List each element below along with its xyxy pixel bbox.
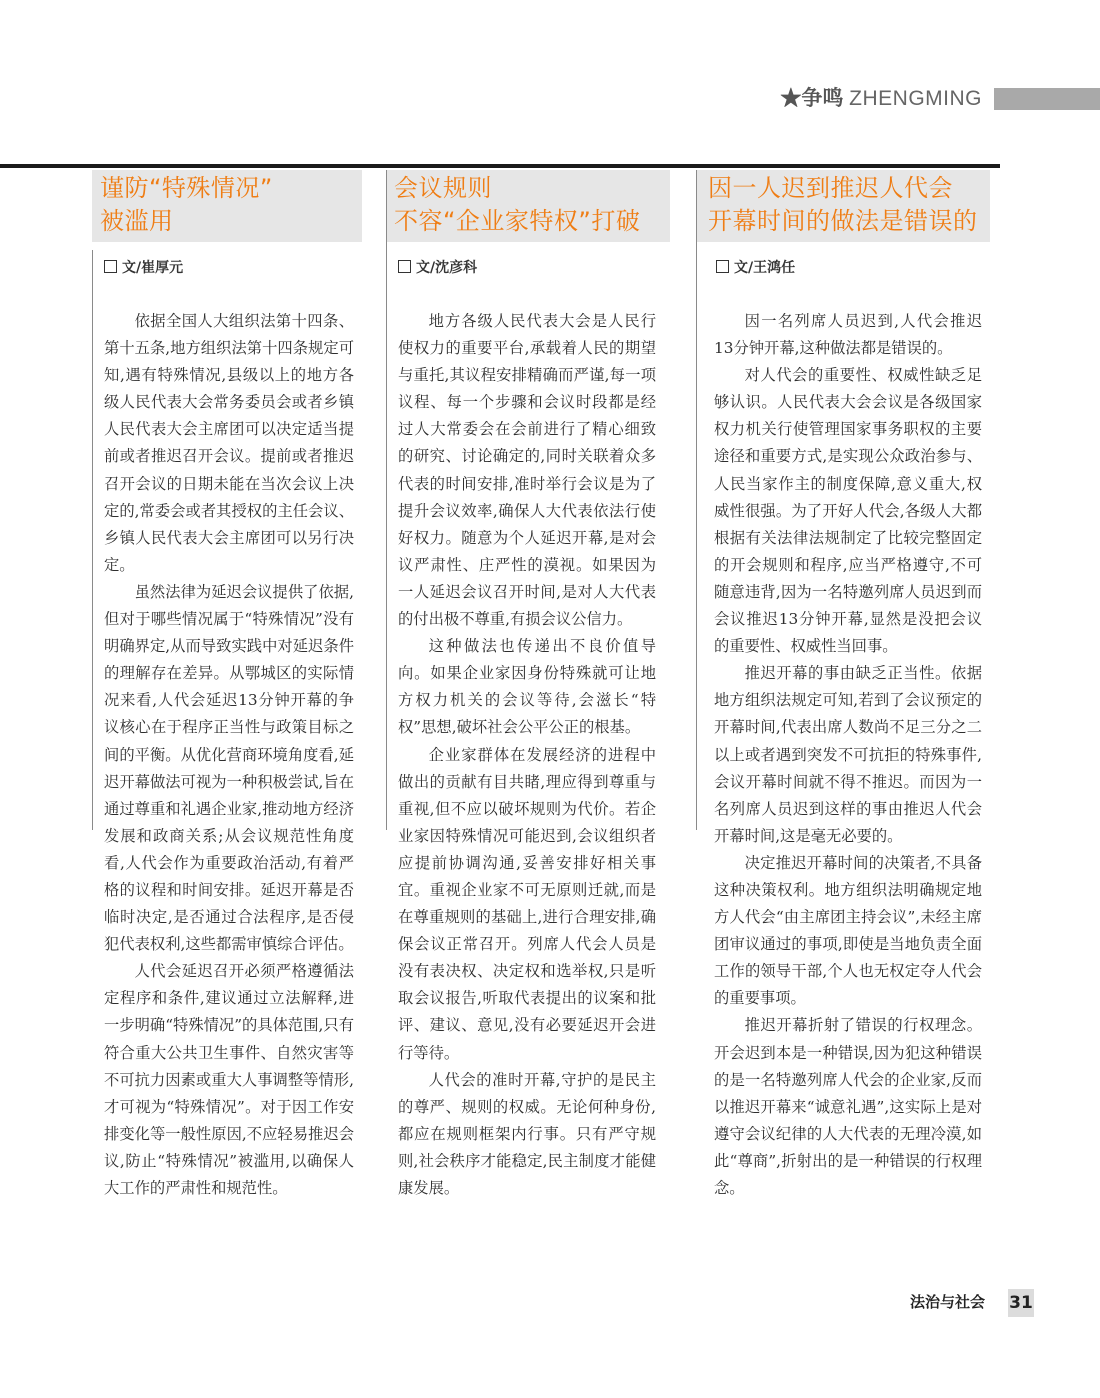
paragraph: 企业家群体在发展经济的进程中做出的贡献有目共睹,理应得到尊重与重视,但不应以破坏规则为代价。若企业家因特殊情况可能迟到,会议组织者应提前协调沟通,妥善安排好相关事宜。重视企业家不可无原则迁就,而是在尊重规则的基础上,进行合理安排,确保会议正常召开。列席人代会人员是没有表决权、决定权和选举权,只是听取会议报告,听取代表提出的议案和批评、建议、意见,没有必要延迟开会进行等待。 [398,745,656,1062]
author: 文/王鸿任 [734,260,796,276]
section-label [780,84,982,114]
section-label-en: ZHENGMING [849,87,982,110]
article-byline [696,258,966,278]
article-title-line: 不容“企业家特权”打破 [394,207,641,235]
checkbox-square-icon [398,260,411,273]
magazine-name: 法治与社会 [909,1293,985,1311]
paragraph: 依据全国人大组织法第十四条、第十五条,地方组织法第十四条规定可知,遇有特殊情况,县级以上的地方各级人民代表大会常务委员会或者乡镇人民代表大会主席团可以决定适当提前或者推迟召开会议。提前或者推迟召开会议的日期未能在当次会议上决定的,常委会或者其授权的主任会议、乡镇人民代表大会主席团可以另行决定。 [104,312,354,574]
checkbox-square-icon [716,260,729,273]
column-divider [92,250,93,830]
article-title-line: 谨防“特殊情况” [100,174,273,202]
checkbox-square-icon [104,260,117,273]
paragraph: 推迟开幕的事由缺乏正当性。依据地方组织法规定可知,若到了会议预定的开幕时间,代表出席人数尚不足三分之二以上或者遇到突发不可抗拒的特殊事件,会议开幕时间就不得不推迟。而因为一名列席人员迟到这样的事由推迟人代会开幕时间,这是毫无必要的。 [714,664,982,845]
article-body [92,308,354,1202]
page-number: 31 [1008,1289,1034,1317]
column-divider [386,170,387,830]
top-rule [0,164,1000,168]
paragraph: 对人代会的重要性、权威性缺乏足够认识。人民代表大会会议是各级国家权力机关行使管理国家事务职权的主要途径和重要方式,是实现公众政治参与、人民当家作主的制度保障,意义重大,权威性很强。为了开好人代会,各级人大都根据有关法律法规制定了比较完整固定的开会规则和程序,应当严格遵守,不可随意违背,因为一名特邀列席人员迟到而会议推迟13分钟开幕,显然是没把会议的重要性、权威性当回事。 [714,366,982,656]
section-label-cn: ★争鸣 [780,87,844,110]
section-header-bar [994,88,1100,110]
paragraph: 因一名列席人员迟到,人代会推迟13分钟开幕,这种做法都是错误的。 [714,312,982,358]
article-1 [92,170,362,1202]
article-body [386,308,656,1202]
article-3 [696,170,982,1202]
paragraph: 虽然法律为延迟会议提供了依据,但对于哪些情况属于“特殊情况”没有明确界定,从而导致实践中对延迟条件的理解存在差异。从鄂城区的实际情况来看,人代会延迟13分钟开幕的争议核心在于程序正当性与政策目标之间的平衡。从优化营商环境角度看,延迟开幕做法可视为一种积极尝试,旨在通过尊重和礼遇企业家,推动地方经济发展和政商关系;从会议规范性角度看,人代会作为重要政治活动,有着严格的议程和时间安排。延迟开幕是否临时决定,是否通过合法程序,是否侵犯代表权利,这些都需审慎综合评估。 [104,582,354,954]
paragraph: 这种做法也传递出不良价值导向。如果企业家因身份特殊就可让地方权力机关的会议等待,会滋长“特权”思想,破坏社会公平公正的根基。 [398,637,656,737]
article-title [696,170,990,242]
article-title-line: 因一人迟到推迟人代会 [708,174,953,202]
column-divider [696,170,697,830]
article-byline [92,258,362,278]
paragraph: 人代会的准时开幕,守护的是民主的尊严、规则的权威。无论何种身份,都应在规则框架内行事。只有严守规则,社会秩序才能稳定,民主制度才能健康发展。 [398,1070,656,1197]
article-2 [386,170,656,1202]
article-title [92,170,362,242]
paragraph: 地方各级人民代表大会是人民行使权力的重要平台,承载着人民的期望与重托,其议程安排精确而严谨,每一项议程、每一个步骤和会议时段都是经过人大常委会在会前进行了精心细致的研究、讨论确定的,同时关联着众多代表的时间安排,准时举行会议是为了提升会议效率,确保人大代表依法行使好权力。随意为个人延迟开幕,是对会议严肃性、庄严性的漠视。如果因为一人延迟会议召开时间,是对人大代表的付出极不尊重,有损会议公信力。 [398,312,656,629]
article-title-line: 会议规则 [394,174,492,202]
article-title-line: 开幕时间的做法是错误的 [708,207,978,235]
article-body [696,308,982,1202]
paragraph: 推迟开幕折射了错误的行权理念。开会迟到本是一种错误,因为犯这种错误的是一名特邀列席人代会的企业家,反而以推迟开幕来“诚意礼遇”,这实际上是对遵守会议纪律的人大代表的无理冷漠,如此“尊商”,折射出的是一种错误的行权理念。 [714,1016,982,1197]
article-title [386,170,670,242]
paragraph: 人代会延迟召开必须严格遵循法定程序和条件,建议通过立法解释,进一步明确“特殊情况”的具体范围,只有符合重大公共卫生事件、自然灾害等不可抗力因素或重大人事调整等情形,才可视为“特殊情况”。对于因工作安排变化等一般性原因,不应轻易推迟会议,防止“特殊情况”被滥用,以确保人大工作的严肃性和规范性。 [104,962,354,1197]
article-title-line: 被滥用 [100,207,174,235]
article-byline [386,258,656,278]
author: 文/崔厚元 [122,260,184,276]
section-header [0,84,1100,114]
author: 文/沈彦科 [416,260,478,276]
paragraph: 决定推迟开幕时间的决策者,不具备这种决策权利。地方组织法明确规定地方人代会“由主席团主持会议”,未经主席团审议通过的事项,即使是当地负责全面工作的领导干部,个人也无权定夺人代会的重要事项。 [714,853,982,1008]
